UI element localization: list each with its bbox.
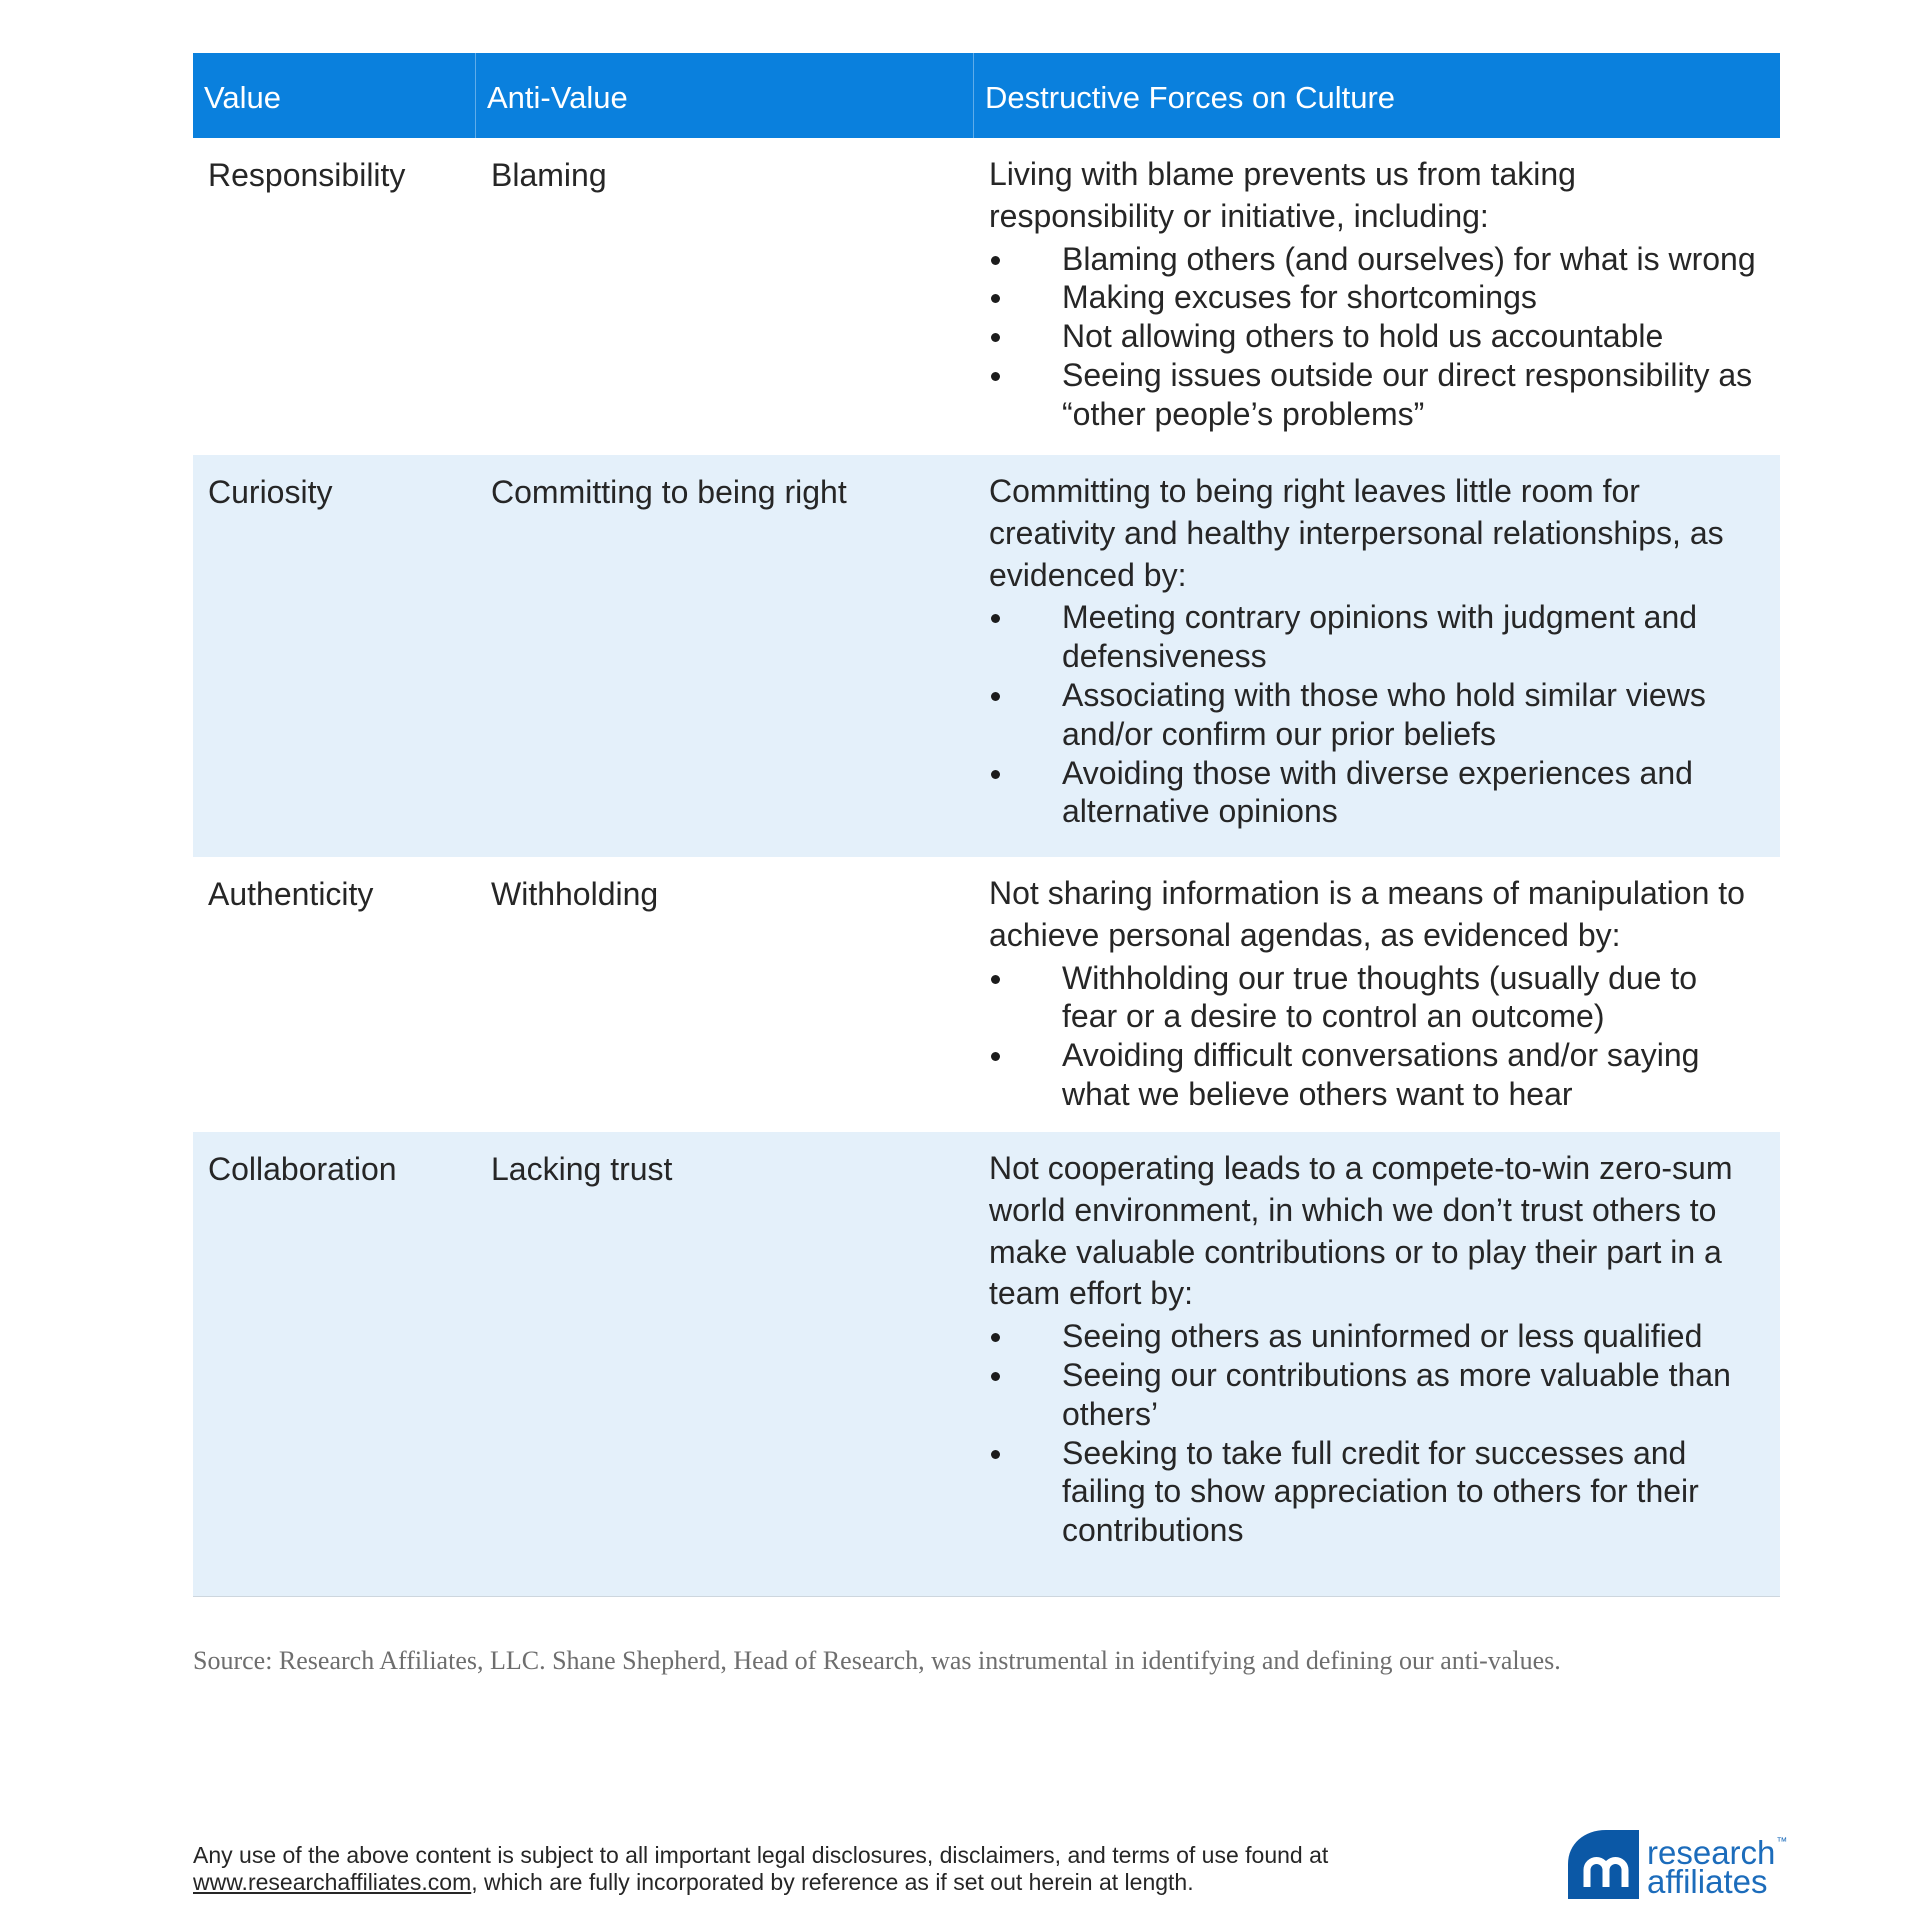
description-text: Not sharing information is a means of manipulation to achieve personal agendas, as evidenced by: [989, 875, 1745, 953]
bullet-icon [991, 1333, 1000, 1342]
table-row-curiosity [193, 455, 1780, 857]
bullet-icon [991, 692, 1000, 701]
logo-word-research: research [1647, 1834, 1776, 1871]
bullet-item [989, 240, 1780, 279]
table-header-row [193, 53, 1780, 138]
bullet-text: Making excuses for shortcomings [1062, 279, 1537, 316]
bullet-text: Seeing our contributions as more valuable than others’ [1062, 1356, 1731, 1432]
bullet-item [989, 1317, 1780, 1356]
description-text: Living with blame prevents us from taking responsibility or initiative, including: [989, 156, 1576, 234]
bullet-list [989, 240, 1780, 434]
disclaimer-suffix: , which are fully incorporated by reference as if set out herein at length. [471, 1869, 1194, 1895]
research-affiliates-logo [1647, 1834, 1788, 1900]
website-link[interactable]: www.researchaffiliates.com [193, 1869, 472, 1895]
bullet-item [989, 754, 1780, 832]
value-cell: Responsibility [208, 157, 406, 193]
destructive-forces-cell [973, 138, 1780, 455]
destructive-forces-cell [973, 455, 1780, 857]
bullet-text: Associating with those who hold similar views and/or confirm our prior beliefs [1062, 676, 1706, 752]
bullet-item [989, 959, 1780, 1037]
value-cell: Authenticity [208, 876, 374, 912]
bullet-icon [991, 770, 1000, 779]
source-note: Source: Research Affiliates, LLC. Shane Shepherd, Head of Research, was instrumental in identifying and defining our anti-values. [193, 1646, 1561, 1675]
destructive-forces-cell [973, 857, 1780, 1132]
bullet-icon [991, 614, 1000, 623]
value-cell: Curiosity [208, 474, 333, 510]
bullet-icon [991, 1450, 1000, 1459]
bullet-icon [991, 294, 1000, 303]
table-row-responsibility [193, 138, 1780, 455]
research-affiliates-mark-icon [1568, 1830, 1639, 1899]
bullet-text: Avoiding those with diverse experiences and alternative opinions [1062, 754, 1693, 830]
bullet-text: Seeing others as uninformed or less qualified [1062, 1318, 1703, 1355]
bullet-list [989, 959, 1780, 1114]
disclaimer-text: Any use of the above content is subject to all important legal disclosures, disclaimers, and terms of use found at [193, 1842, 1329, 1868]
bullet-text: Avoiding difficult conversations and/or saying what we believe others want to hear [1062, 1037, 1700, 1112]
bullet-text: Blaming others (and ourselves) for what is wrong [1062, 240, 1756, 277]
bullet-list [989, 598, 1780, 831]
bullet-item [989, 317, 1780, 356]
bullet-text: Seeing issues outside our direct responsibility as “other people’s problems” [1062, 356, 1753, 432]
bullet-item [989, 1434, 1780, 1550]
anti-values-table [193, 53, 1780, 1597]
table-row-authenticity [193, 857, 1780, 1132]
trademark-symbol: ™ [1776, 1836, 1788, 1848]
anti-value-cell: Lacking trust [491, 1151, 673, 1187]
bullet-icon [991, 1372, 1000, 1381]
disclaimer-line-2 [193, 1869, 1328, 1896]
bullet-list [989, 1317, 1780, 1550]
table-row-collaboration [193, 1132, 1780, 1597]
bullet-item [989, 1036, 1780, 1114]
description-text: Committing to being right leaves little room for creativity and healthy interpersonal relationships, as evidenced by: [989, 473, 1724, 593]
anti-value-cell: Withholding [491, 876, 659, 912]
bullet-item [989, 676, 1780, 754]
anti-value-cell: Committing to being right [491, 474, 847, 510]
anti-value-cell: Blaming [491, 157, 607, 193]
column-header-anti-value: Anti-Value [475, 53, 973, 138]
bullet-icon [991, 975, 1000, 984]
bullet-text: Withholding our true thoughts (usually due to fear or a desire to control an outcome) [1062, 959, 1698, 1035]
bullet-item [989, 356, 1780, 434]
bullet-icon [991, 333, 1000, 342]
column-header-destructive-forces: Destructive Forces on Culture [973, 53, 1780, 138]
bullet-item [989, 598, 1780, 676]
destructive-forces-cell [973, 1132, 1780, 1596]
description-text: Not cooperating leads to a compete-to-win zero-sum world environment, in which we don’t trust others to make valuable contributions or to play their part in a team effort by: [989, 1150, 1733, 1312]
value-cell: Collaboration [208, 1151, 397, 1187]
bullet-icon [991, 372, 1000, 381]
bullet-text: Seeking to take full credit for successes and failing to show appreciation to others for their contributions [1062, 1434, 1699, 1549]
bullet-text: Not allowing others to hold us accountable [1062, 318, 1664, 355]
bullet-item [989, 278, 1780, 317]
logo-word-affiliates: affiliates [1647, 1863, 1768, 1900]
bullet-item [989, 1356, 1780, 1434]
bullet-icon [991, 1052, 1000, 1061]
bullet-icon [991, 256, 1000, 265]
bullet-text: Meeting contrary opinions with judgment and defensiveness [1062, 599, 1698, 675]
legal-disclaimer [193, 1842, 1328, 1896]
column-header-value: Value [204, 80, 281, 115]
